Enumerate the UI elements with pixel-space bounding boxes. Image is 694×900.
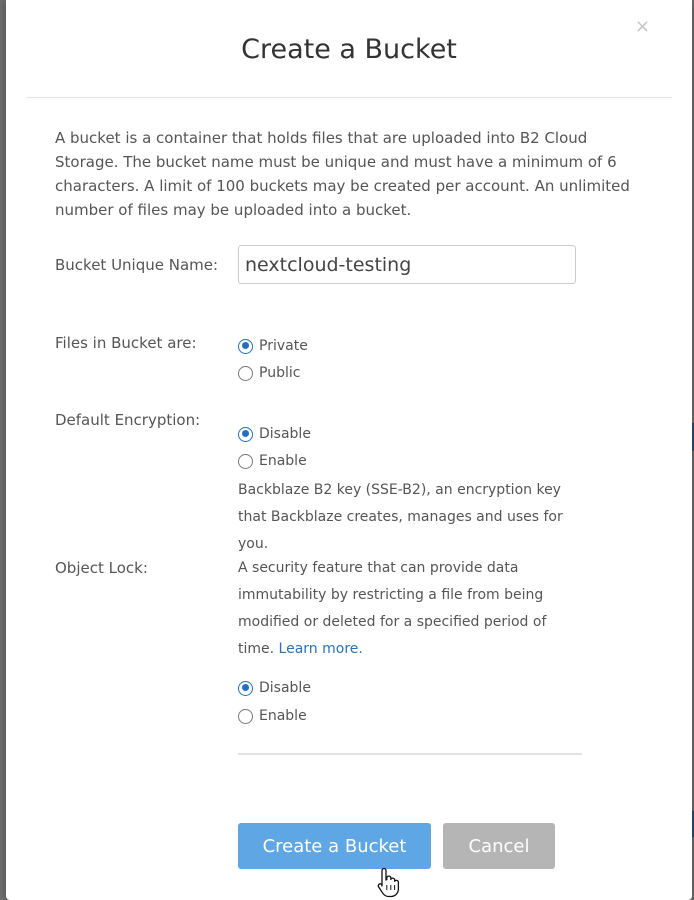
bucket-name-label: Bucket Unique Name: [55,256,219,274]
object-lock-label: Object Lock: [55,559,148,577]
object-lock-help-text: A security feature that can provide data immutability by restricting a file from being modified or deleted for a specified period of time. [238,560,547,657]
radio-object-lock-enable[interactable] [238,708,307,724]
divider [238,753,582,755]
radio-encryption-enable[interactable] [238,453,307,469]
hand-pointer-icon [376,866,402,898]
radio-encryption-disable-label: Disable [259,426,311,442]
files-visibility-label: Files in Bucket are: [55,334,197,352]
close-icon[interactable]: × [634,16,650,37]
radio-selected-icon [238,427,253,442]
radio-object-lock-enable-label: Enable [259,708,307,724]
radio-public-label: Public [259,365,301,381]
intro-text: A bucket is a container that holds files that are uploaded into B2 Cloud Storage. The bucket name must be unique and must have a minimum of 6 characters. A limit of 100 buckets may be created per account. An unlimited number of files may be uploaded into a bucket. [55,129,630,219]
radio-public[interactable] [238,365,300,381]
dialog-title: Create a Bucket [241,34,457,65]
dialog-header [26,0,672,98]
radio-encryption-enable-label: Enable [259,453,307,469]
radio-encryption-disable[interactable] [238,426,311,442]
encryption-help-text: Backblaze B2 key (SSE-B2), an encryption key that Backblaze creates, manages and uses for you. [238,482,563,552]
encryption-label: Default Encryption: [55,411,201,429]
learn-more-link[interactable]: Learn more. [278,641,363,657]
radio-private[interactable] [238,338,308,354]
object-lock-help [238,555,558,663]
radio-unselected-icon [238,366,253,381]
radio-private-label: Private [259,338,308,354]
cancel-button[interactable]: Cancel [443,823,555,869]
radio-unselected-icon [238,454,253,469]
radio-object-lock-disable[interactable] [238,680,311,696]
create-bucket-button[interactable]: Create a Bucket [238,823,431,869]
radio-selected-icon [238,339,253,354]
radio-unselected-icon [238,709,253,724]
radio-object-lock-disable-label: Disable [259,680,311,696]
create-bucket-dialog [6,0,692,900]
bucket-name-input[interactable] [238,245,576,284]
radio-selected-icon [238,681,253,696]
